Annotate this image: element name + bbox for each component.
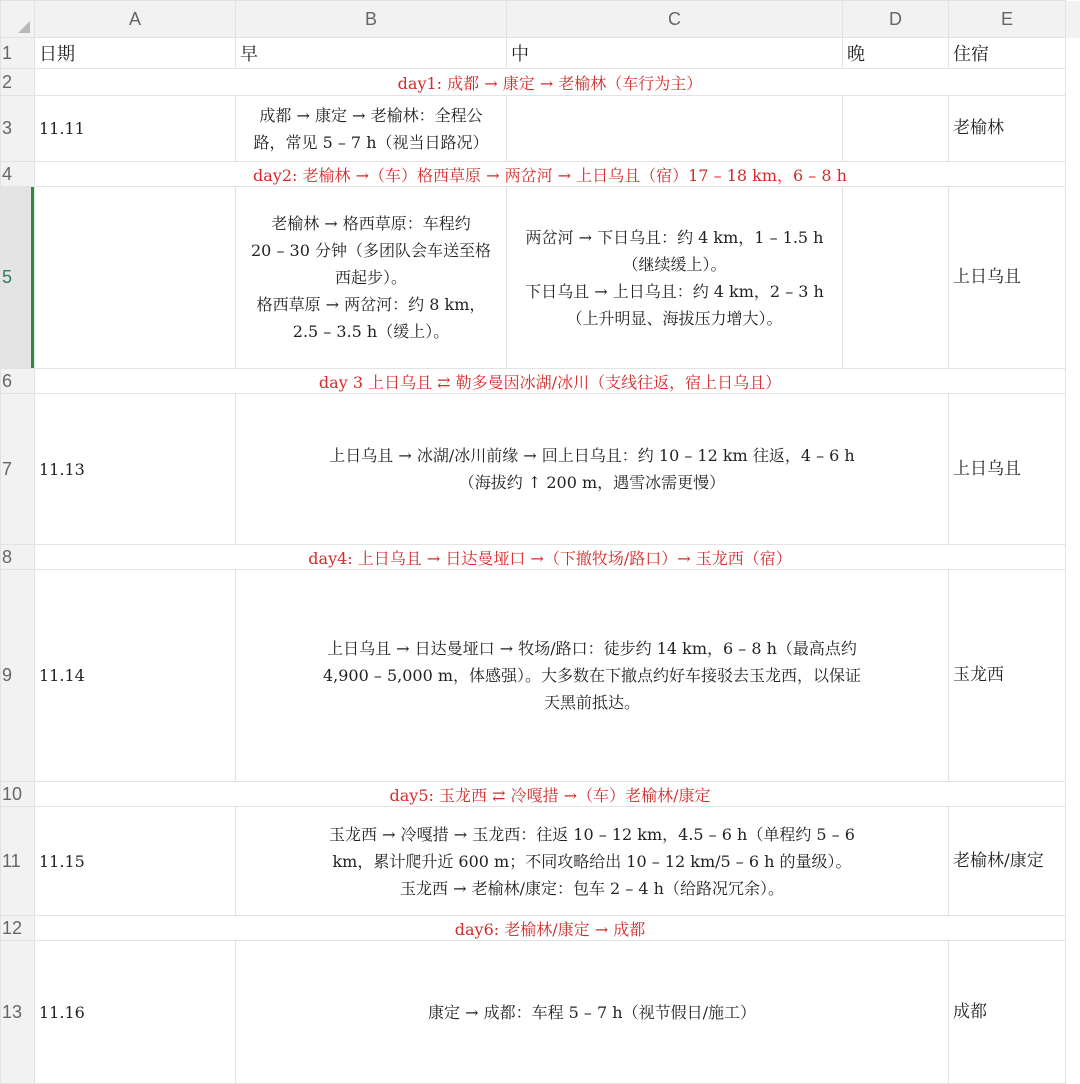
day-banner[interactable]: day5: 玉龙西 ⇄ 冷嘎措 →（车）老榆林/康定 [35,782,1066,807]
cell-text-line: 西起步）。 [236,264,506,291]
cell-text-line: 路，常见 5 – 7 h（视当日路况） [236,129,506,156]
row-header[interactable]: 11 [1,807,35,916]
cell-text-line: 康定 → 成都：车程 5 – 7 h（视节假日/施工） [236,999,948,1026]
lodging-cell[interactable]: 老榆林/康定 [949,807,1066,916]
date-cell[interactable]: 11.15 [35,807,236,916]
cell-text-line: 2.5 – 3.5 h（缓上）。 [236,318,506,345]
morning-cell[interactable] [236,187,507,369]
header-cell-noon[interactable]: 中 [507,38,843,69]
column-header-b[interactable]: B [236,1,507,38]
cell-text-line: 成都 → 康定 → 老榆林：全程公 [236,102,506,129]
cell-text-line: 两岔河 → 下日乌且：约 4 km，1 – 1.5 h [507,224,842,251]
row-header[interactable]: 1 [1,38,35,69]
cell-text-line: （海拔约 ↑ 200 m，遇雪冰需更慢） [236,469,948,496]
row-header[interactable]: 12 [1,916,35,941]
overflow-cell [1066,916,1080,941]
column-header-c[interactable]: C [507,1,843,38]
cell-text-line: km，累计爬升近 600 m；不同攻略给出 10 – 12 km/5 – 6 h 的量级）。 [236,848,948,875]
overflow-cell [1066,782,1080,807]
day-banner[interactable]: day6: 老榆林/康定 → 成都 [35,916,1066,941]
overflow-cell [1066,545,1080,570]
overflow-cell [1066,570,1080,782]
cell-text-line: 20 – 30 分钟（多团队会车送至格 [236,237,506,264]
overflow-cell [1066,394,1080,545]
evening-cell[interactable] [843,96,949,162]
cell-text-line: 4,900 – 5,000 m，体感强）。大多数在下撤点约好车接驳去玉龙西，以保证 [236,662,948,689]
lodging-cell[interactable]: 老榆林 [949,96,1066,162]
row-header[interactable]: 3 [1,96,35,162]
noon-cell[interactable] [507,187,843,369]
plan-cell[interactable] [236,807,949,916]
column-header-a[interactable]: A [35,1,236,38]
overflow-cell [1066,38,1080,69]
noon-cell[interactable] [507,96,843,162]
plan-cell[interactable] [236,570,949,782]
row-header[interactable]: 13 [1,941,35,1084]
plan-cell[interactable] [236,941,949,1084]
day-banner[interactable]: day2: 老榆林 →（车）格西草原 → 两岔河 → 上日乌且（宿）17 – 18 km，6 – 8 h [35,162,1066,187]
column-header-e[interactable]: E [949,1,1066,38]
header-cell-evening[interactable]: 晚 [843,38,949,69]
lodging-cell[interactable]: 上日乌且 [949,187,1066,369]
morning-cell[interactable] [236,96,507,162]
cell-text-line: 格西草原 → 两岔河：约 8 km， [236,291,506,318]
overflow-cell [1066,807,1080,916]
row-header[interactable]: 4 [1,162,35,187]
date-cell[interactable]: 11.16 [35,941,236,1084]
row-header[interactable]: 9 [1,570,35,782]
cell-text-line: 老榆林 → 格西草原：车程约 [236,210,506,237]
select-all-triangle-icon [18,21,30,33]
lodging-cell[interactable]: 成都 [949,941,1066,1084]
cell-text-line: 玉龙西 → 冷嘎措 → 玉龙西：往返 10 – 12 km，4.5 – 6 h（单程约 5 – 6 [236,821,948,848]
cell-text-line: 天黑前抵达。 [236,689,948,716]
plan-cell[interactable] [236,394,949,545]
column-header-d[interactable]: D [843,1,949,38]
cell-text-line: （继续缓上）。 [507,251,842,278]
overflow-cell [1066,69,1080,96]
day-banner[interactable]: day4: 上日乌且 → 日达曼垭口 →（下撤牧场/路口）→ 玉龙西（宿） [35,545,1066,570]
cell-text-line: 下日乌且 → 上日乌且：约 4 km，2 – 3 h [507,278,842,305]
header-cell-lodging[interactable]: 住宿 [949,38,1066,69]
cell-text-line: 上日乌且 → 日达曼垭口 → 牧场/路口：徒步约 14 km，6 – 8 h（最高点约 [236,635,948,662]
lodging-cell[interactable]: 玉龙西 [949,570,1066,782]
cell-text-line: （上升明显、海拔压力增大）。 [507,305,842,332]
cell-text-line: 上日乌且 → 冰湖/冰川前缘 → 回上日乌且：约 10 – 12 km 往返，4 – 6 h [236,442,948,469]
row-header[interactable]: 2 [1,69,35,96]
header-cell-date[interactable]: 日期 [35,38,236,69]
row-header[interactable]: 10 [1,782,35,807]
select-all-corner[interactable] [1,1,35,38]
date-cell[interactable]: 11.13 [35,394,236,545]
row-header[interactable]: 8 [1,545,35,570]
date-cell[interactable]: 11.11 [35,96,236,162]
overflow-cell [1066,369,1080,394]
overflow-cell [1066,187,1080,369]
day-banner[interactable]: day 3 上日乌且 ⇄ 勒多曼因冰湖/冰川（支线往返，宿上日乌且） [35,369,1066,394]
overflow-cell [1066,162,1080,187]
row-header[interactable]: 5 [1,187,35,369]
date-cell[interactable]: 11.14 [35,570,236,782]
overflow-cell [1066,941,1080,1084]
column-header-overflow [1066,1,1080,38]
evening-cell[interactable] [843,187,949,369]
cell-text-line: 玉龙西 → 老榆林/康定：包车 2 – 4 h（给路况冗余）。 [236,875,948,902]
header-cell-morning[interactable]: 早 [236,38,507,69]
date-cell[interactable] [35,187,236,369]
row-header[interactable]: 6 [1,369,35,394]
overflow-cell [1066,96,1080,162]
lodging-cell[interactable]: 上日乌且 [949,394,1066,545]
row-header[interactable]: 7 [1,394,35,545]
day-banner[interactable]: day1: 成都 → 康定 → 老榆林（车行为主） [35,69,1066,96]
